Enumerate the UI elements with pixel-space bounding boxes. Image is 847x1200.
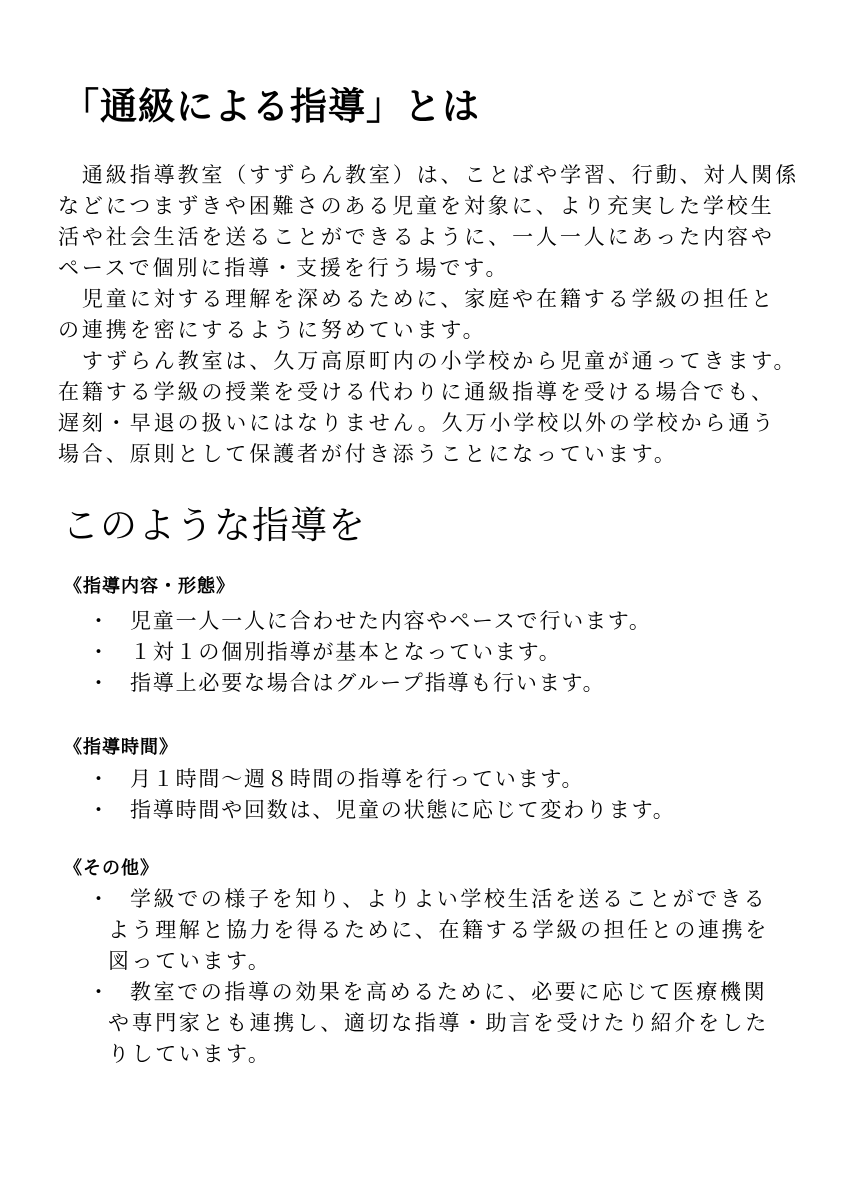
- intro-paragraphs: [58, 160, 798, 470]
- list-item-line: よう理解と協力を得るために、在籍する学級の担任との連携を: [108, 918, 769, 942]
- other-list: [88, 884, 769, 1070]
- section-title-time: 《指導時間》: [64, 737, 178, 758]
- list-item-text: １対１の個別指導が基本となっています。: [130, 640, 562, 664]
- intro-line: の連携を密にするように努めています。: [58, 318, 487, 342]
- section-title-content: 《指導内容・形態》: [64, 576, 235, 597]
- list-item: [88, 977, 769, 1070]
- list-item: [88, 884, 769, 977]
- intro-line: すずらん教室は、久万高原町内の小学校から児童が通ってきます。: [58, 349, 798, 373]
- intro-line: 活や社会生活を送ることができるように、一人一人にあった内容や: [58, 225, 775, 249]
- list-item-line: りしています。: [108, 1042, 272, 1066]
- bullet-marker: ・: [88, 609, 109, 633]
- list-item: [88, 795, 676, 826]
- intro-line: などにつまずきや困難さのある児童を対象に、より充実した学校生: [58, 194, 775, 218]
- list-item: [88, 637, 652, 668]
- list-item-text: 指導時間や回数は、児童の状態に応じて変わります。: [130, 798, 676, 822]
- content-list: [88, 606, 652, 699]
- page-title: 「通級による指導」とは: [62, 85, 480, 128]
- list-item: [88, 668, 652, 699]
- list-item-line: 図っています。: [108, 949, 272, 973]
- bullet-marker: ・: [88, 671, 109, 695]
- list-item-text: 児童一人一人に合わせた内容やペースで行います。: [130, 609, 652, 633]
- list-item-text: [108, 884, 769, 977]
- list-item-text: 指導上必要な場合はグループ指導も行います。: [130, 671, 606, 695]
- list-item-line: 教室での指導の効果を高めるために、必要に応じて医療機関: [130, 980, 768, 1004]
- bullet-marker: ・: [88, 640, 109, 664]
- section-heading: このような指導を: [62, 504, 366, 547]
- bullet-marker: ・: [88, 980, 109, 1004]
- list-item-text: [108, 977, 769, 1070]
- list-item-line: 学級での様子を知り、よりよい学校生活を送ることができる: [130, 887, 768, 911]
- bullet-marker: ・: [88, 798, 109, 822]
- intro-line: 遅刻・早退の扱いにはなりません。久万小学校以外の学校から通う: [58, 411, 777, 435]
- intro-line: 在籍する学級の授業を受ける代わりに通級指導を受ける場合でも、: [58, 380, 775, 404]
- section-title-other: 《その他》: [64, 858, 159, 879]
- time-list: [88, 764, 676, 826]
- bullet-marker: ・: [88, 767, 109, 791]
- list-item: [88, 764, 676, 795]
- list-item: [88, 606, 652, 637]
- intro-line: 児童に対する理解を深めるために、家庭や在籍する学級の担任と: [58, 287, 775, 311]
- intro-line: 場合、原則として保護者が付き添うことになっています。: [58, 442, 678, 466]
- bullet-marker: ・: [88, 887, 109, 911]
- list-item-text: 月１時間～週８時間の指導を行っています。: [130, 767, 585, 791]
- intro-line: ペースで個別に指導・支援を行う場です。: [58, 256, 510, 280]
- list-item-line: や専門家とも連携し、適切な指導・助言を受けたり紹介をした: [108, 1011, 769, 1035]
- intro-line: 通級指導教室（すずらん教室）は、ことばや学習、行動、対人関係: [58, 163, 800, 187]
